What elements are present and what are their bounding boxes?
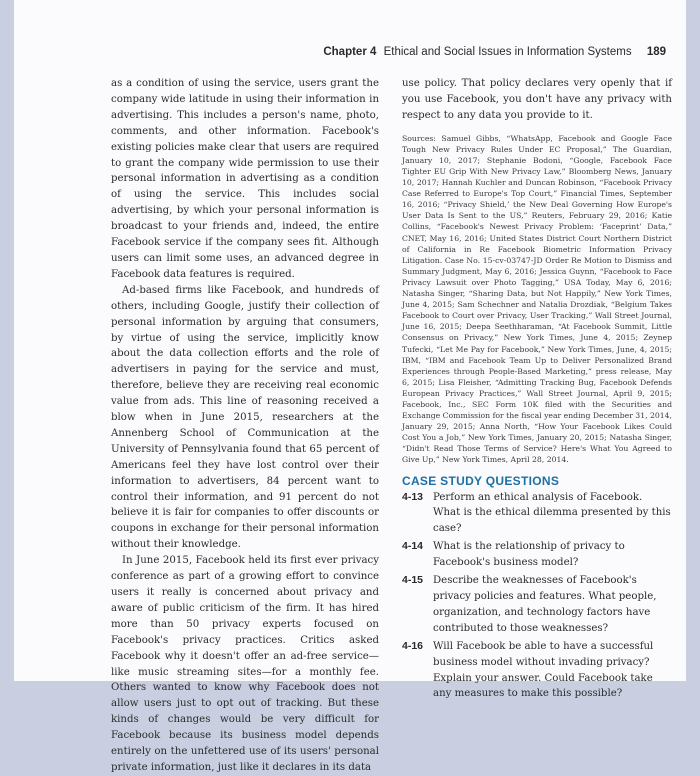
sources-note: Sources: Samuel Gibbs, “WhatsApp, Facebook and Google Face Tough New Privacy Rules Under EC Proposal,” The Guardian, January 10, 2017; Stephanie Bodoni, “Google, Facebook Face Tighter EU Grip With New Privacy Law,” Bloomberg News, January 10, 2017; Hannah Kuchler and Duncan Robinson, “Facebook Privacy Case Referred to Europe's Top Court,” Financial Times, September 16, 2016; “Privacy Shield,’ the New Deal Governing How Europe's User Data Is Sent to the US,” Reuters, February 29, 2016; Katie Collins, “Facebook's Newest Privacy Problem: ‘Faceprint’ Data,” CNET, May 16, 2016; United States District Court Northern District of California in Re Facebook Biometric Information Privacy Litigation. Case No. 15-cv-03747-JD Order Re Motion to Dismiss and Summary Judgment, May 6, 2016; Jessica Guynn, “Facebook to Face Privacy Lawsuit over Photo Tagging,” USA Today, May 6, 2016; Natasha Singer, “Sharing Data, but Not Happily,” New York Times, June 4, 2015; Sam Schechner and Natalia Drozdiak, “Belgium Takes Facebook to Court over Privacy, User Tracking,” Wall Street Journal, June 16, 2015; Deepa Seethharaman, “At Facebook Summit, Little Consensus on Privacy,” New York Times, June 4, 2015; Zeynep Tufecki, “Let Me Pay for Facebook,” New York Times, June, 4, 2015; IBM, “IBM and Facebook Team Up to Deliver Personalized Brand Experiences through People-Based Marketing,” press release, May 6, 2015; Lisa Fleisher, “Admitting Tracking Bug, Facebook Defends European Privacy Practices,” Wall Street Journal, April 9, 2015; Facebook, Inc., SEC Form 10K filed with the Securities and Exchange Commission for the fiscal year ending December 31, 2014, January 29, 2015; Anna North, “How Your Facebook Likes Could Cost You a Job,” New York Times, January 20, 2015; Natasha Singer, “Didn't Read Those Terms of Service? Here's What You Agreed to Give Up,” New York Times, April 28, 2014. <box>402 133 672 465</box>
question-text: Will Facebook be able to have a successful business model without invading privacy? Explain your answer. Could Facebook take any measures to make this possible? <box>433 640 654 700</box>
question-item <box>402 639 672 703</box>
right-column <box>402 76 672 702</box>
page-number: 189 <box>646 46 666 58</box>
question-number: 4-14 <box>402 540 424 553</box>
question-text: Perform an ethical analysis of Facebook. What is the ethical dilemma presented by this case? <box>433 491 671 535</box>
question-item <box>402 539 672 571</box>
question-text: What is the relationship of privacy to Facebook's business model? <box>433 541 625 569</box>
body-paragraph: as a condition of using the service, users grant the company wide latitude in using their information in advertising. This includes a person's name, photo, comments, and other information. Facebook's existing policies make clear that users are required to grant the company wide permission to use their personal information in advertising as a condition of using the service. This includes social advertising, by which your personal information is broadcast to your friends and, indeed, the entire Facebook service if the company sees fit. Although users can limit some uses, an advanced degree in Facebook data features is required. <box>111 78 379 280</box>
question-item <box>402 573 672 637</box>
question-number: 4-13 <box>402 490 424 503</box>
body-paragraph: Ad-based firms like Facebook, and hundreds of others, including Google, justify their collection of personal information by arguing that consumers, by virtue of using the service, implicitly know about the data collection efforts and the role of advertisers in paying for the service and must, therefore, believe they are receiving real economic value from ads. This line of reasoning received a blow when in June 2015, researchers at the Annenberg School of Communication at the University of Pennsylvania found that 65 percent of Americans feel they have lost control over their information to advertisers, 84 percent want to control their information, and 91 percent do not believe it is fair for companies to offer discounts or coupons in exchange for their personal information without their knowledge. <box>111 284 379 551</box>
question-text: Describe the weaknesses of Facebook's privacy policies and features. What people, organization, and technology factors have contributed to those weaknesses? <box>433 575 657 634</box>
question-number: 4-15 <box>402 574 424 587</box>
question-item <box>402 490 672 538</box>
chapter-label: Chapter 4 <box>323 46 377 58</box>
body-paragraph: In June 2015, Facebook held its first ever privacy conference as part of a growing effort to convince users it really is concerned about privacy and aware of public criticism of the firm. It has hired more than 50 privacy experts focused on Facebook's privacy practices. Critics asked Facebook why it doesn't offer an ad-free service—like music streaming sites—for a monthly fee. Others wanted to know why Facebook does not allow users just to opt out of tracking. But these kinds of changes would be very difficult for Facebook because its business model depends entirely on the unfettered use of its users' personal private information, just like it declares in its data <box>111 555 379 773</box>
left-column <box>111 76 379 776</box>
question-number: 4-16 <box>402 639 424 652</box>
chapter-title: Ethical and Social Issues in Information Systems <box>383 46 632 58</box>
running-head <box>323 46 666 58</box>
case-study-questions-heading: CASE STUDY QUESTIONS <box>402 473 560 488</box>
body-paragraph: use policy. That policy declares very openly that if you use Facebook, you don't have any privacy with respect to any data you provide to it. <box>402 78 672 121</box>
textbook-page <box>14 0 686 773</box>
